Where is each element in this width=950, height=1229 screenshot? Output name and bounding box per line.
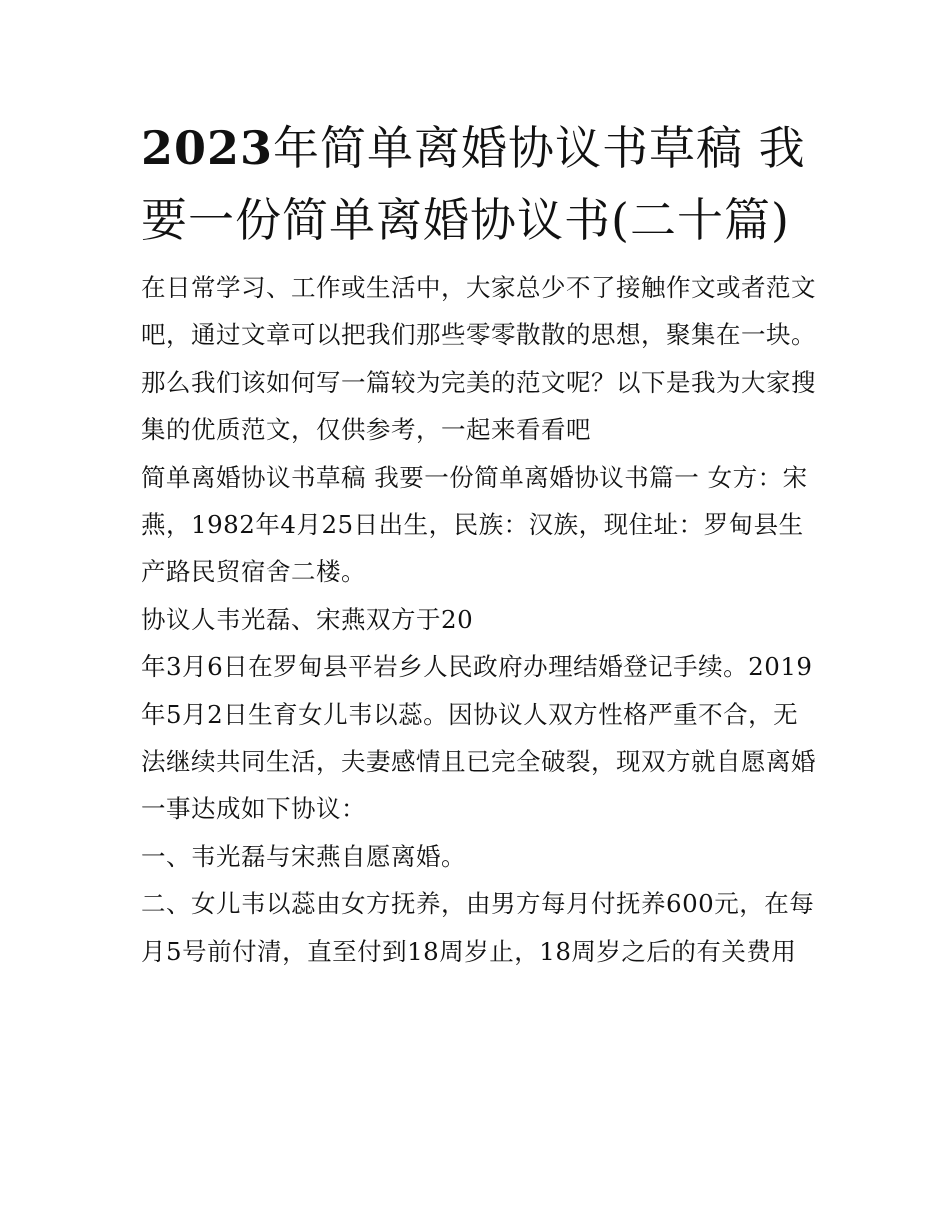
paragraph-female-party: 简单离婚协议书草稿 我要一份简单离婚协议书篇一 女方：宋燕，1982年4月25日出生，民族：汉族，现住址：罗甸县生产路民贸宿舍二楼。 — [141, 462, 808, 587]
paragraph-marriage-registration: 年3月6日在罗甸县平岩乡人民政府办理结婚登记手续。2019年5月2日生育女儿韦以蕊。因协议人双方性格严重不合，无法继续共同生活，夫妻感情且已完全破裂，现双方就自愿离婚一事达成如下协议： — [141, 652, 816, 824]
title-year: 2023 — [141, 121, 274, 175]
paragraph-parties: 协议人韦光磊、宋燕双方于20 — [141, 604, 474, 634]
document-title — [141, 112, 821, 256]
paragraph-clause-one: 一、韦光磊与宋燕自愿离婚。 — [141, 841, 466, 871]
paragraph-intro: 在日常学习、工作或生活中，大家总少不了接触作文或者范文吧，通过文章可以把我们那些零零散散的思想，聚集在一块。那么我们该如何写一篇较为完美的范文呢？以下是我为大家搜集的优质范文，仅供参考，一起来看看吧 — [141, 273, 816, 445]
document-page — [141, 112, 821, 975]
paragraph-clause-two: 二、女儿韦以蕊由女方抚养，由男方每月付抚养600元，在每月5号前付清，直至付到18周岁止，18周岁之后的有关费用 — [141, 889, 815, 966]
title-text: 年简单离婚协议书草稿 我要一份简单离婚协议书(二十篇) — [141, 121, 806, 247]
document-body — [141, 264, 821, 975]
